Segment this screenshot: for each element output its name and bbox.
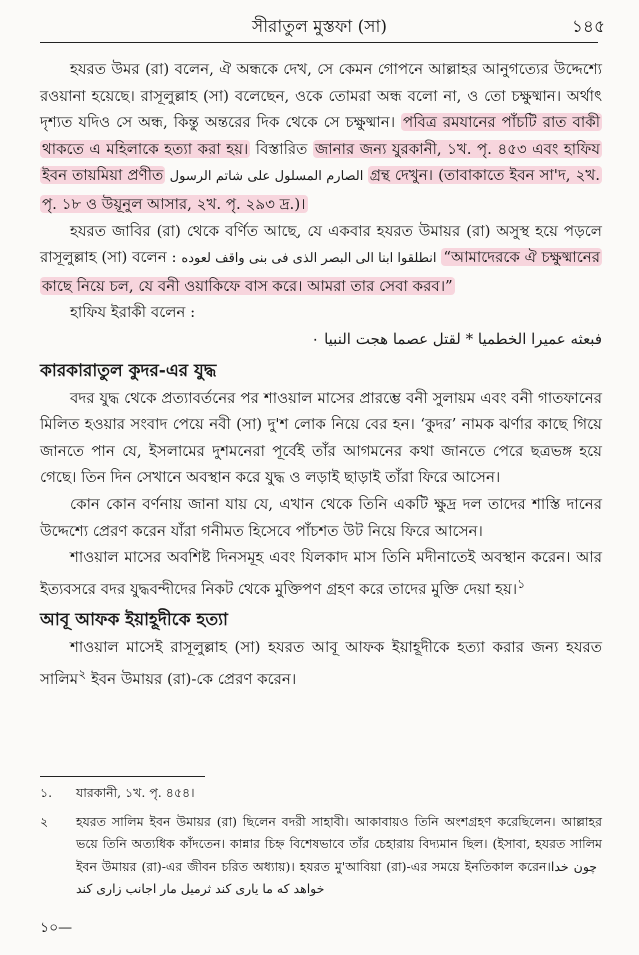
- main-text: [40, 56, 602, 692]
- paragraph: [40, 544, 602, 602]
- text-run: ইবন উমায়র (রা)-কে প্রেরণ করেন।: [86, 669, 297, 688]
- footnote-number: ১.: [40, 785, 53, 800]
- highlighted-text: গ্রন্থ দেখুন। (তাবাকাতে ইবন সা'দ, ২খ. পৃ. ১৮ ও উয়ূনুল আসার, ২খ. পৃ. ২৯৩ দ্র.)।: [42, 166, 600, 213]
- page-header: [0, 14, 639, 40]
- persian-verse: چون خدا خواهد که ما یاری کند ثرمیل مار اجانب زاری کند: [76, 858, 602, 896]
- text-run: বিস্তারিত: [250, 139, 313, 158]
- highlighted-text: পবিত্র রমযানের পাঁচটি রাত বাকী থাকতে এ মহিলাকে হত্যা করা হয়।: [42, 113, 601, 158]
- paragraph: কোন কোন বর্ণনায় জানা যায় যে, এখান থেকে তিনি একটি ক্ষুদ্র দল তাদের শাস্তি দানের উদ্দেশ্যে প্রেরণ করেন যাঁরা গনীমত হিসেবে পাঁচশত উট নিয়ে ফিরে আসেন।: [40, 494, 602, 540]
- text-run: হযরত সালিম ইবন উমায়র (রা) ছিলেন বদরী সাহাবী। আকাবায়ও তিনি অংশগ্রহণ করেছিলেন। আল্লাহর ভয়ে তিনি অত্যধিক কাঁদতেন। কান্নার চিহ্ন বিশেষভাবে তাঁর চেহারায় বিদ্যমান ছিল। (ইসাবা, হযরত সালিম ইবন উমায়র (রা)-এর জীবন চরিত অধ্যায়)। হযরত মু'আবিয়া (রা)-এর সময়ে ইনতিকাল করেন।: [76, 813, 602, 874]
- arabic-title: الصارم المسلول على شاتم الرسول: [165, 169, 368, 185]
- paragraph: হাফিয ইরাকী বলেন :: [70, 303, 196, 322]
- footnotes: [40, 782, 602, 907]
- footnote-rule: [40, 776, 205, 777]
- page-number: ১৪৫: [571, 17, 605, 37]
- footnote-text: যারকানী, ১খ. পৃ. ৪৫৪।: [76, 785, 195, 800]
- text-run: শাওয়াল মাসের অবশিষ্ট দিনসমূহ এবং যিলকাদ মাস তিনি মদীনাতেই অবস্থান করেন। আর ইত্যবসরে বদর যুদ্ধবন্দীদের নিকট থেকে মুক্তিপণ গ্রহণ করে তাদের মুক্তি দেয়া হয়।: [40, 548, 602, 598]
- signature-mark: ১০—: [40, 920, 73, 936]
- footnote-number: ২: [40, 813, 49, 829]
- footnote: [40, 811, 602, 901]
- header-rule: [40, 42, 598, 43]
- text-run: হযরত জাবির (রা) থেকে বর্ণিত আছে, যে একবার হযরত উমায়র (রা) অসুস্থ হয়ে পড়লে রাসূলুল্লাহ (সা) বলেন :: [40, 221, 602, 267]
- footnote: [40, 782, 602, 805]
- paragraph: বদর যুদ্ধ থেকে প্রত্যাবর্তনের পর শাওয়াল মাসের প্রারম্ভে বনী সুলায়ম এবং বনী গাতফানের মিলিত হওয়ার সংবাদ পেয়ে নবী (সা) দু'শ লোক নিয়ে বের হন। ‘কুদর’ নামক ঝর্ণার কাছে গিয়ে জানতে পান যে, ইসলামের দুশমনেরা পূর্বেই তাঁর আগমনের কথা জানতে পেরে ছত্রভঙ্গ হয়ে গেছে। তিন দিন সেখানে অবস্থান করে যুদ্ধ ও লড়াই ছাড়াই তাঁরা ফিরে আসেন।: [40, 388, 602, 487]
- footnote-text: [76, 811, 602, 901]
- text-run: হযরত উমর (রা) বলেন, ঐ অন্ধকে দেখ, সে কেমন গোপনে আল্লাহর আনুগত্যের উদ্দেশ্যে রওয়ানা হয়েছে। রাসূলুল্লাহ (সা) বলেছেন, ওকে তোমরা অন্ধ বলো না, ও তো চক্ষুষ্মান। অর্থাৎ দৃশ্যত যদিও সে অন্ধ, কিন্তু অন্তরের দিক থেকে সে চক্ষুষ্মান।: [40, 60, 602, 132]
- paragraph: [40, 634, 602, 692]
- highlighted-text: “আমাদেরকে ঐ চক্ষুষ্মানের কাছে নিয়ে চল, যে বনী ওয়াকিফে বাস করে। আমরা তার সেবা করব।”: [42, 248, 600, 295]
- footnote-ref[interactable]: ১: [517, 575, 526, 591]
- text-run: শাওয়াল মাসেই রাসূলুল্লাহ (সা) হযরত আবূ আফক ইয়াহূদীকে হত্যা করার জন্য হযরত সালিম: [40, 638, 602, 688]
- running-title: সীরাতুল মুস্তফা (সা): [251, 17, 388, 37]
- arabic-poem: فبعثه عميرا الخطميا * لقتل عصما هجت النبيا ٠: [311, 329, 602, 348]
- highlighted-text: জানার জন্য যুরকানী, ১খ. পৃ. ৪৫৩ এবং হাফিয ইবন তায়মিয়া প্রণীত: [42, 139, 601, 185]
- section-heading: আবূ আফক ইয়াহূদীকে হত্যা: [40, 610, 228, 631]
- arabic-quote: انطلقوا ابنا الى البصر الذى فى بنى واقف لعوده: [181, 251, 437, 267]
- paragraph: [40, 56, 602, 218]
- section-heading: কারকারাতুল কুদর-এর যুদ্ধ: [40, 360, 217, 381]
- paragraph: [40, 218, 602, 300]
- footnote-ref[interactable]: ২: [78, 665, 87, 681]
